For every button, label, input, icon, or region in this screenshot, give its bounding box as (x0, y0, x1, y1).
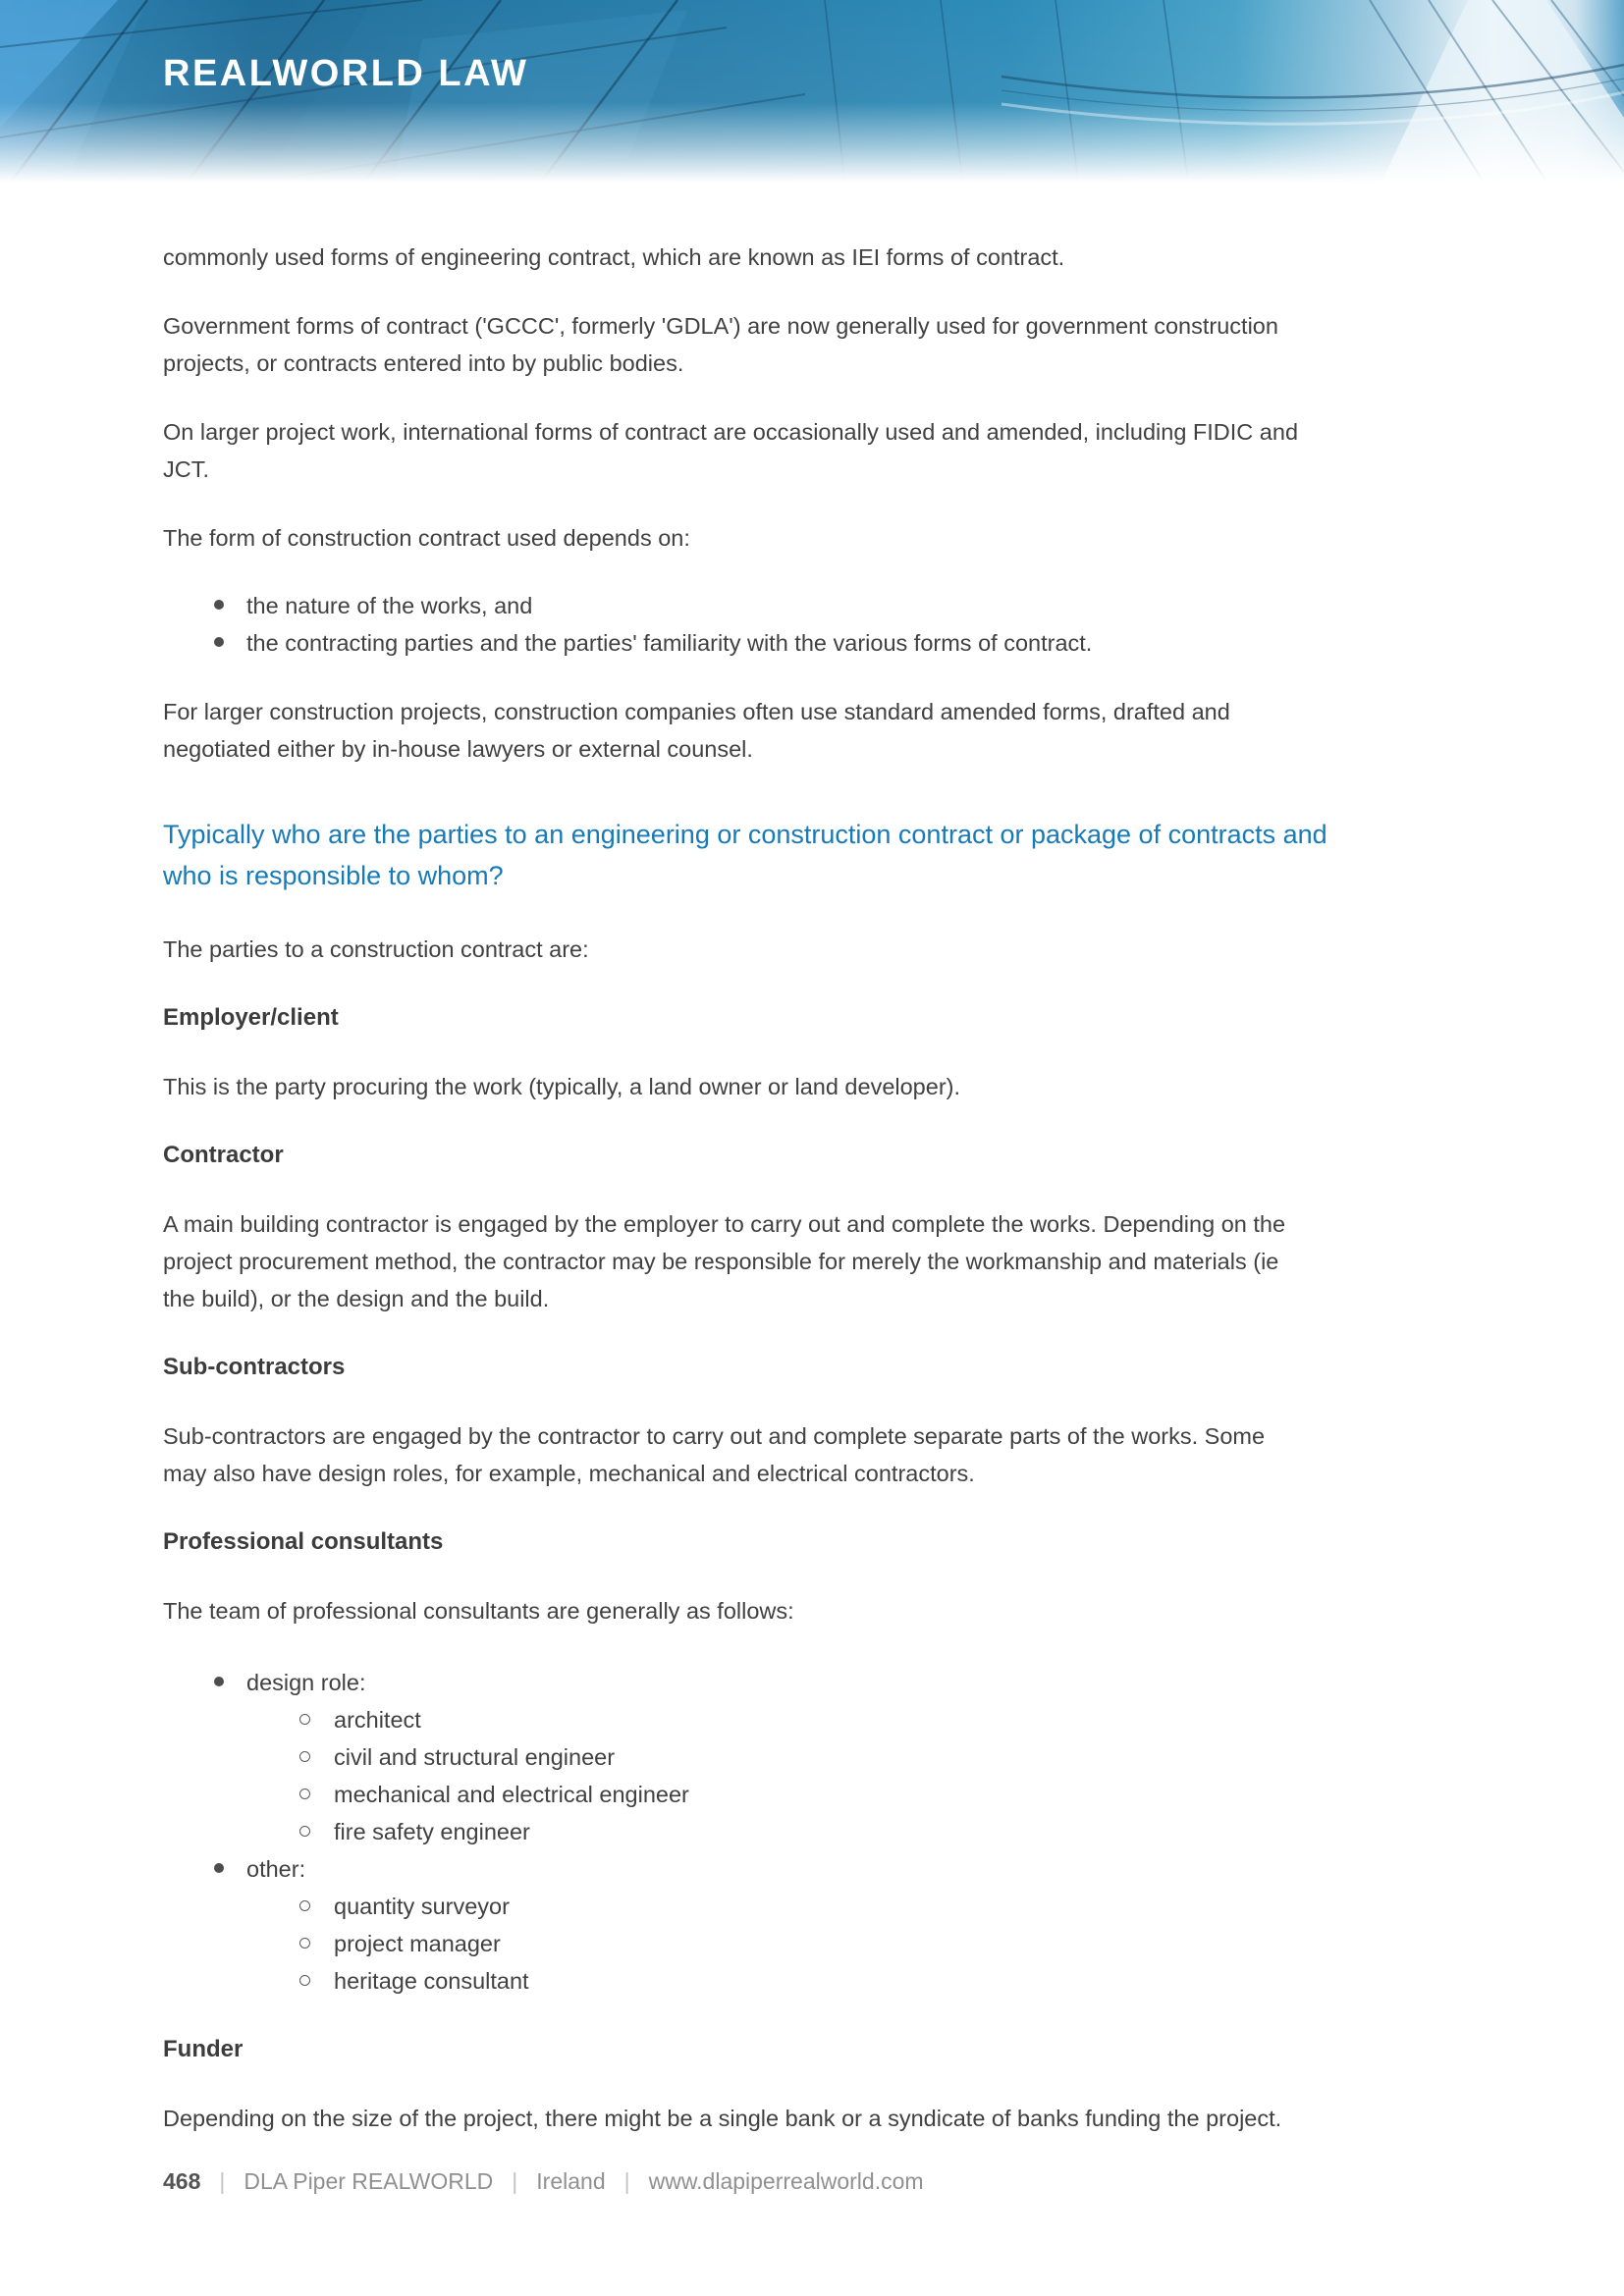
sub-list-item (163, 1738, 1475, 1776)
paragraph-parties-are (163, 931, 1475, 968)
paragraph-employer-client (163, 1068, 1475, 1105)
text-line: The team of professional consultants are generally as follows: (163, 1598, 794, 1624)
text-line: commonly used forms of engineering contract, which are known as IEI forms of contract. (163, 244, 1065, 270)
sub-list-item-label: project manager (334, 1931, 501, 1956)
sub-list-item-label: fire safety engineer (334, 1819, 530, 1844)
paragraph-form-depends (163, 519, 1475, 557)
circle-bullet-icon (299, 1789, 310, 1799)
list-item-label: the contracting parties and the parties' familiarity with the various forms of contract. (246, 630, 1093, 656)
question-heading (163, 814, 1475, 896)
circle-bullet-icon (299, 1938, 310, 1949)
section-heading-funder: Funder (163, 2036, 244, 2062)
sub-list-item (163, 1888, 1475, 1925)
list-item-design-role (163, 1664, 1475, 1701)
bullet-icon (214, 600, 224, 610)
text-line: Depending on the size of the project, there might be a single bank or a syndicate of banks funding the project. (163, 2106, 1282, 2131)
bullet-icon (214, 637, 224, 647)
section-heading-professional-consultants: Professional consultants (163, 1528, 444, 1555)
text-line: The parties to a construction contract are: (163, 936, 589, 962)
footer-separator: | (512, 2168, 518, 2194)
page-number: 468 (163, 2168, 201, 2194)
sub-list-item (163, 1925, 1475, 1962)
sub-list-item (163, 1776, 1475, 1813)
consultants-list (163, 1664, 1475, 2000)
footer-brand: DLA Piper REALWORLD (244, 2168, 494, 2194)
text-line: For larger construction projects, construction companies often use standard amended forms, drafted and (163, 699, 1230, 724)
text-line: Sub-contractors are engaged by the contractor to carry out and complete separate parts of the works. Some (163, 1423, 1266, 1449)
text-line: On larger project work, international forms of contract are occasionally used and amended, including FIDIC and (163, 419, 1299, 445)
circle-bullet-icon (299, 1751, 310, 1762)
paragraph-sub-contractors (163, 1417, 1475, 1492)
text-line: Typically who are the parties to an engineering or construction contract or package of contracts and (163, 820, 1327, 849)
sub-list-item-label: civil and structural engineer (334, 1744, 616, 1770)
text-line: A main building contractor is engaged by the employer to carry out and complete the works. Depending on the (163, 1211, 1286, 1237)
footer-separator: | (623, 2168, 630, 2194)
footer-separator: | (219, 2168, 226, 2194)
circle-bullet-icon (299, 1975, 310, 1986)
text-line: This is the party procuring the work (typically, a land owner or land developer). (163, 1074, 961, 1099)
sub-list-item-label: mechanical and electrical engineer (334, 1782, 689, 1807)
text-line: may also have design roles, for example, mechanical and electrical contractors. (163, 1461, 975, 1486)
sub-list-item-label: architect (334, 1707, 421, 1733)
page-content (163, 0, 1475, 2198)
paragraph-larger-projects (163, 693, 1475, 768)
paragraph-funder (163, 2100, 1475, 2137)
text-line: the build), or the design and the build. (163, 1286, 550, 1311)
list-item-label: the nature of the works, and (246, 593, 533, 618)
list-item-label: other: (246, 1856, 306, 1882)
bullet-icon (214, 1863, 224, 1873)
text-line: JCT. (163, 456, 209, 482)
section-heading-employer-client: Employer/client (163, 1004, 339, 1031)
page-footer (163, 2164, 1475, 2198)
circle-bullet-icon (299, 1900, 310, 1911)
sub-list-item (163, 1701, 1475, 1738)
text-line: project procurement method, the contractor may be responsible for merely the workmanship and materials (ie (163, 1249, 1279, 1274)
circle-bullet-icon (299, 1714, 310, 1725)
list-item-label: design role: (246, 1670, 366, 1695)
sub-list-item (163, 1813, 1475, 1850)
sub-list-item-label: heritage consultant (334, 1968, 529, 1994)
list-item-other (163, 1850, 1475, 1888)
depends-list (163, 587, 1475, 662)
list-item (163, 587, 1475, 624)
brand-title: REALWORLD LAW (163, 53, 529, 94)
text-line: who is responsible to whom? (163, 861, 504, 890)
text-line: projects, or contracts entered into by public bodies. (163, 350, 684, 376)
circle-bullet-icon (299, 1826, 310, 1837)
sub-list-item-label: quantity surveyor (334, 1894, 510, 1919)
paragraph-intro (163, 239, 1475, 276)
text-line: The form of construction contract used depends on: (163, 525, 690, 551)
text-line: Government forms of contract ('GCCC', formerly 'GDLA') are now generally used for government construction (163, 313, 1278, 339)
section-heading-contractor: Contractor (163, 1142, 284, 1168)
paragraph-contractor (163, 1205, 1475, 1317)
list-item (163, 624, 1475, 662)
sub-list-item (163, 1962, 1475, 2000)
footer-country: Ireland (536, 2168, 606, 2194)
paragraph-government-forms (163, 307, 1475, 382)
text-line: negotiated either by in-house lawyers or external counsel. (163, 736, 753, 762)
footer-website: www.dlapiperrealworld.com (648, 2168, 924, 2194)
section-heading-sub-contractors: Sub-contractors (163, 1354, 346, 1380)
paragraph-consultants-intro (163, 1592, 1475, 1629)
paragraph-international-forms (163, 413, 1475, 488)
bullet-icon (214, 1677, 224, 1686)
